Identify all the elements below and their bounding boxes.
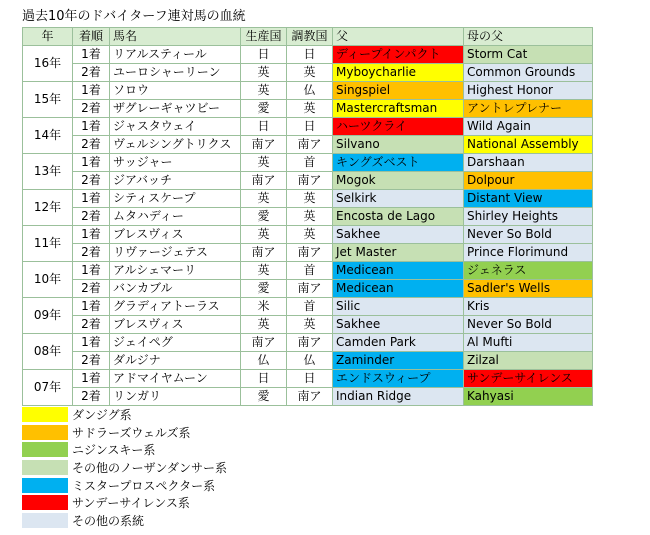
bred-country-cell: 南ア (241, 334, 287, 352)
horse-name-cell: リンガリ (110, 388, 241, 406)
trained-country-cell: 日 (287, 46, 333, 64)
bred-country-cell: 仏 (241, 352, 287, 370)
trained-country-cell: 南ア (287, 244, 333, 262)
place-cell: 1着 (73, 298, 110, 316)
sire-cell: Silvano (333, 136, 464, 154)
sire-cell: Camden Park (333, 334, 464, 352)
sire-cell: ディープインパクト (333, 46, 464, 64)
table-row (23, 46, 593, 64)
trained-country-cell: 英 (287, 226, 333, 244)
table-row (23, 190, 593, 208)
year-cell: 09年 (23, 298, 73, 334)
bred-country-cell: 南ア (241, 172, 287, 190)
legend-item (22, 476, 227, 494)
place-cell: 1着 (73, 370, 110, 388)
table-row (23, 370, 593, 388)
horse-name-cell: ブレスヴィス (110, 226, 241, 244)
year-cell: 08年 (23, 334, 73, 370)
table-row (23, 298, 593, 316)
place-cell: 1着 (73, 190, 110, 208)
place-cell: 1着 (73, 334, 110, 352)
bred-country-cell: 英 (241, 262, 287, 280)
bred-country-cell: 英 (241, 64, 287, 82)
table-row (23, 388, 593, 406)
year-cell: 12年 (23, 190, 73, 226)
header-place: 着順 (73, 28, 110, 46)
bred-country-cell: 米 (241, 298, 287, 316)
sire-cell: Sakhee (333, 316, 464, 334)
legend-label: その他のノーザンダンサー系 (72, 461, 228, 476)
place-cell: 2着 (73, 64, 110, 82)
header-dam-sire: 母の父 (464, 28, 593, 46)
legend-swatch (22, 460, 68, 475)
legend-label: サドラーズウェルズ系 (72, 425, 191, 440)
sire-cell: ハーツクライ (333, 118, 464, 136)
legend-item (22, 424, 227, 442)
legend-swatch (22, 495, 68, 510)
sire-cell: Selkirk (333, 190, 464, 208)
table-row (23, 118, 593, 136)
bred-country-cell: 愛 (241, 280, 287, 298)
dam-sire-cell: サンデーサイレンス (464, 370, 593, 388)
legend-label: ニジンスキー系 (72, 443, 156, 458)
trained-country-cell: 南ア (287, 172, 333, 190)
bred-country-cell: 英 (241, 154, 287, 172)
trained-country-cell: 首 (287, 298, 333, 316)
horse-name-cell: ブレスヴィス (110, 316, 241, 334)
table-row (23, 334, 593, 352)
trained-country-cell: 首 (287, 154, 333, 172)
trained-country-cell: 南ア (287, 280, 333, 298)
horse-name-cell: ザグレーギャツビー (110, 100, 241, 118)
legend-swatch (22, 407, 68, 422)
sire-cell: Mogok (333, 172, 464, 190)
trained-country-cell: 英 (287, 100, 333, 118)
trained-country-cell: 英 (287, 190, 333, 208)
table-row (23, 262, 593, 280)
dam-sire-cell: Highest Honor (464, 82, 593, 100)
trained-country-cell: 英 (287, 64, 333, 82)
place-cell: 1着 (73, 46, 110, 64)
sire-cell: Mastercraftsman (333, 100, 464, 118)
pedigree-table (22, 27, 593, 406)
sire-cell: Encosta de Lago (333, 208, 464, 226)
header-horse: 馬名 (110, 28, 241, 46)
sire-cell: Indian Ridge (333, 388, 464, 406)
horse-name-cell: ダルジナ (110, 352, 241, 370)
legend-item (22, 406, 227, 424)
sire-cell: キングズベスト (333, 154, 464, 172)
sire-cell: Zaminder (333, 352, 464, 370)
year-cell: 11年 (23, 226, 73, 262)
dam-sire-cell: Prince Florimund (464, 244, 593, 262)
trained-country-cell: 日 (287, 118, 333, 136)
horse-name-cell: ジャスタウェイ (110, 118, 241, 136)
bred-country-cell: 日 (241, 46, 287, 64)
horse-name-cell: ユーロシャーリーン (110, 64, 241, 82)
sire-cell: Silic (333, 298, 464, 316)
legend-label: サンデーサイレンス系 (72, 496, 190, 511)
horse-name-cell: アドマイヤムーン (110, 370, 241, 388)
year-cell: 13年 (23, 154, 73, 190)
trained-country-cell: 首 (287, 262, 333, 280)
dam-sire-cell: ジェネラス (464, 262, 593, 280)
horse-name-cell: ジアバッチ (110, 172, 241, 190)
horse-name-cell: バンカブル (110, 280, 241, 298)
dam-sire-cell: Wild Again (464, 118, 593, 136)
header-year: 年 (23, 28, 73, 46)
table-row (23, 208, 593, 226)
trained-country-cell: 南ア (287, 388, 333, 406)
year-cell: 07年 (23, 370, 73, 406)
table-row (23, 64, 593, 82)
horse-name-cell: アルシェマーリ (110, 262, 241, 280)
header-trained: 調教国 (287, 28, 333, 46)
legend-swatch (22, 478, 68, 493)
place-cell: 2着 (73, 208, 110, 226)
horse-name-cell: ムタハディー (110, 208, 241, 226)
trained-country-cell: 南ア (287, 334, 333, 352)
bred-country-cell: 愛 (241, 388, 287, 406)
legend-swatch (22, 513, 68, 528)
legend-label: ダンジグ系 (72, 408, 132, 423)
dam-sire-cell: Shirley Heights (464, 208, 593, 226)
dam-sire-cell: Kahyasi (464, 388, 593, 406)
table-row (23, 226, 593, 244)
sire-cell: Medicean (333, 262, 464, 280)
horse-name-cell: サッジャー (110, 154, 241, 172)
dam-sire-cell: Never So Bold (464, 316, 593, 334)
trained-country-cell: 日 (287, 370, 333, 388)
dam-sire-cell: Never So Bold (464, 226, 593, 244)
place-cell: 1着 (73, 82, 110, 100)
table-row (23, 100, 593, 118)
sire-cell: Singspiel (333, 82, 464, 100)
legend-item (22, 459, 227, 477)
table-row (23, 316, 593, 334)
legend-label: その他の系統 (72, 513, 145, 528)
bred-country-cell: 愛 (241, 100, 287, 118)
sire-cell: Medicean (333, 280, 464, 298)
horse-name-cell: グラディアトーラス (110, 298, 241, 316)
table-header-row (23, 28, 593, 46)
legend-item (22, 441, 227, 459)
dam-sire-cell: Kris (464, 298, 593, 316)
place-cell: 1着 (73, 262, 110, 280)
sire-cell: Myboycharlie (333, 64, 464, 82)
sire-cell: エンドスウィープ (333, 370, 464, 388)
dam-sire-cell: Sadler's Wells (464, 280, 593, 298)
place-cell: 2着 (73, 280, 110, 298)
year-cell: 15年 (23, 82, 73, 118)
year-cell: 16年 (23, 46, 73, 82)
place-cell: 2着 (73, 352, 110, 370)
dam-sire-cell: Zilzal (464, 352, 593, 370)
legend-swatch (22, 425, 68, 440)
table-row (23, 136, 593, 154)
dam-sire-cell: アントレプレナー (464, 100, 593, 118)
legend-item (22, 494, 227, 512)
trained-country-cell: 南ア (287, 136, 333, 154)
header-bred: 生産国 (241, 28, 287, 46)
horse-name-cell: リアルスティール (110, 46, 241, 64)
place-cell: 1着 (73, 154, 110, 172)
lineage-legend (22, 406, 227, 529)
place-cell: 2着 (73, 100, 110, 118)
bred-country-cell: 愛 (241, 208, 287, 226)
table-row (23, 154, 593, 172)
trained-country-cell: 英 (287, 208, 333, 226)
table-row (23, 172, 593, 190)
legend-swatch (22, 442, 68, 457)
table-row (23, 82, 593, 100)
table-row (23, 244, 593, 262)
bred-country-cell: 南ア (241, 136, 287, 154)
dam-sire-cell: Common Grounds (464, 64, 593, 82)
place-cell: 2着 (73, 388, 110, 406)
dam-sire-cell: Darshaan (464, 154, 593, 172)
header-sire: 父 (333, 28, 464, 46)
horse-name-cell: ジェイペグ (110, 334, 241, 352)
sire-cell: Jet Master (333, 244, 464, 262)
bred-country-cell: 英 (241, 190, 287, 208)
place-cell: 1着 (73, 226, 110, 244)
bred-country-cell: 日 (241, 118, 287, 136)
sire-cell: Sakhee (333, 226, 464, 244)
bred-country-cell: 英 (241, 82, 287, 100)
legend-item (22, 512, 227, 530)
bred-country-cell: 英 (241, 316, 287, 334)
horse-name-cell: リヴァージェテス (110, 244, 241, 262)
dam-sire-cell: Storm Cat (464, 46, 593, 64)
table-row (23, 280, 593, 298)
bred-country-cell: 日 (241, 370, 287, 388)
table-row (23, 352, 593, 370)
place-cell: 2着 (73, 244, 110, 262)
trained-country-cell: 仏 (287, 82, 333, 100)
place-cell: 1着 (73, 118, 110, 136)
bred-country-cell: 南ア (241, 244, 287, 262)
trained-country-cell: 仏 (287, 352, 333, 370)
year-cell: 10年 (23, 262, 73, 298)
horse-name-cell: シティスケープ (110, 190, 241, 208)
dam-sire-cell: Distant View (464, 190, 593, 208)
place-cell: 2着 (73, 316, 110, 334)
place-cell: 2着 (73, 136, 110, 154)
place-cell: 2着 (73, 172, 110, 190)
trained-country-cell: 英 (287, 316, 333, 334)
page-title: 過去10年のドバイターフ連対馬の血統 (22, 9, 246, 24)
legend-label: ミスタープロスペクター系 (72, 478, 216, 493)
dam-sire-cell: Al Mufti (464, 334, 593, 352)
dam-sire-cell: Dolpour (464, 172, 593, 190)
bred-country-cell: 英 (241, 226, 287, 244)
horse-name-cell: ヴェルシングトリクス (110, 136, 241, 154)
horse-name-cell: ソロウ (110, 82, 241, 100)
year-cell: 14年 (23, 118, 73, 154)
dam-sire-cell: National Assembly (464, 136, 593, 154)
